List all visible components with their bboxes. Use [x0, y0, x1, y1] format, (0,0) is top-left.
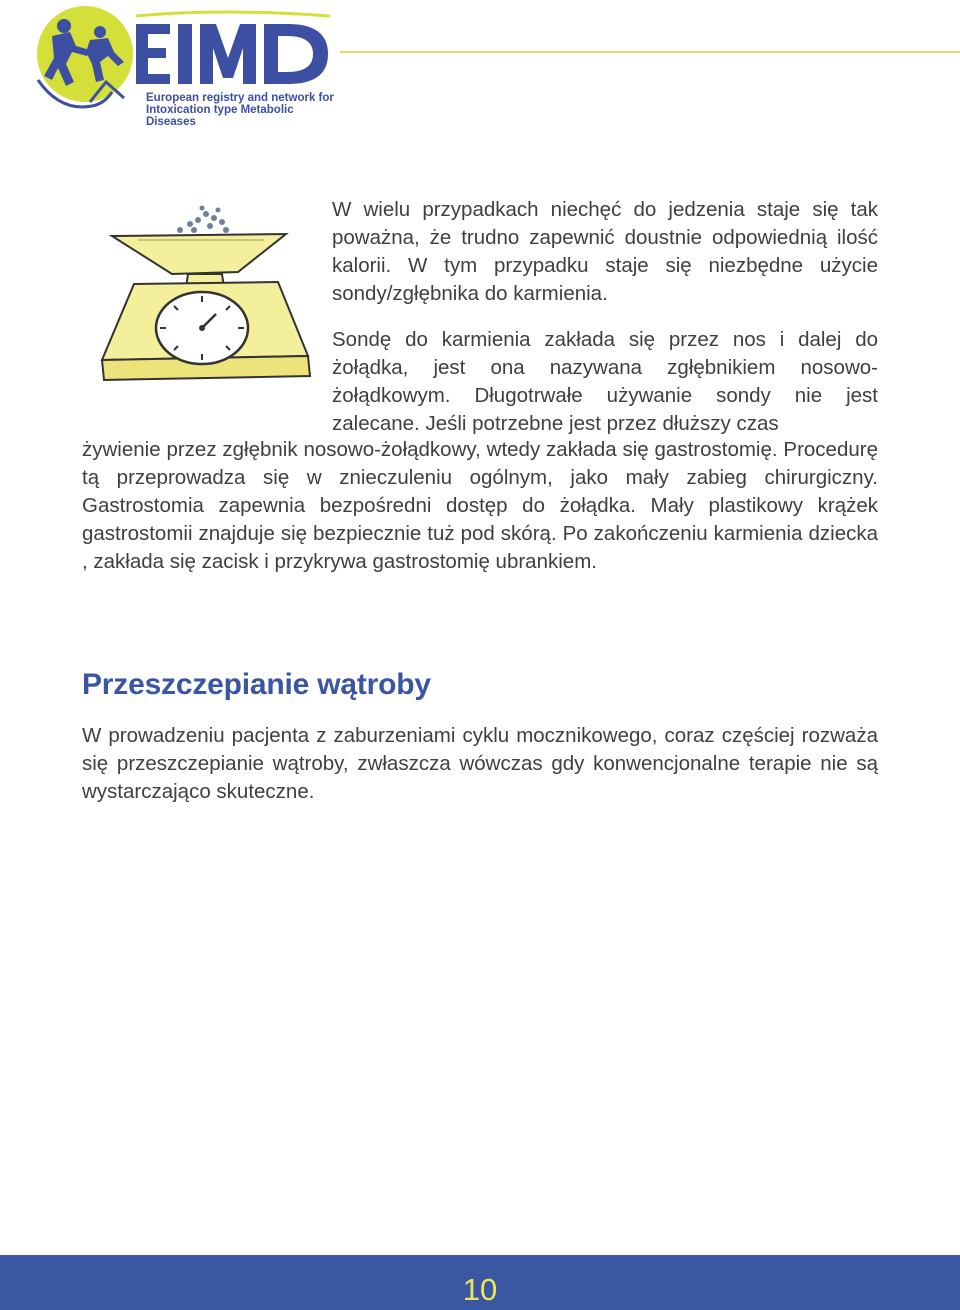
page-header	[0, 0, 960, 128]
page-number: 10	[462, 1272, 498, 1307]
logo-subtitle-line2: Intoxication type Metabolic Diseases	[146, 104, 294, 128]
header-divider	[340, 51, 960, 53]
paragraph-feeding-difficulty: W wielu przypadkach niechęć do jedzenia staje się tak poważna, że trudno zapewnić doustnie odpowiednią ilość kalorii. W tym przypadku staje się niezbędne użycie sondy/zgłębnika do karmienia.	[332, 198, 878, 305]
logo-subtitle-line1: European registry and network for	[146, 92, 334, 104]
paragraph-nasogastric-tube: Sondę do karmienia zakłada się przez nos i dalej do żołądka, jest ona nazywana zgłębnikiem nosowo-żołądkowym. Długotrwałe używanie sondy nie jest zalecane. Jeśli potrzebne jest przez dłuższy czas	[332, 328, 878, 435]
page-footer	[0, 1255, 960, 1310]
logo-subtitle	[146, 92, 336, 128]
paragraph-gastrostomy: żywienie przez zgłębnik nosowo-żołądkowy, wtedy zakłada się gastrostomię. Procedurę tą przeprowadza się w znieczuleniu ogólnym, jako mały zabieg chirurgiczny. Gastrostomia zapewnia bezpośredni dostęp do żołądka. Mały plastikowy krążek gastrostomii znajduje się bezpiecznie tuż pod skórą. Po zakończeniu karmienia dziecka , zakłada się zacisk i przykrywa gastrostomię ubrankiem.	[82, 438, 878, 573]
section-heading-liver-transplant: Przeszczepianie wątroby	[82, 668, 431, 701]
kitchen-scale-icon	[98, 200, 320, 400]
paragraph-liver-transplant: W prowadzeniu pacjenta z zaburzeniami cyklu mocznikowego, coraz częściej rozważa się przeszczepianie wątroby, zwłaszcza wówczas gdy konwencjonalne terapie nie są wystarczająco skuteczne.	[82, 724, 878, 803]
